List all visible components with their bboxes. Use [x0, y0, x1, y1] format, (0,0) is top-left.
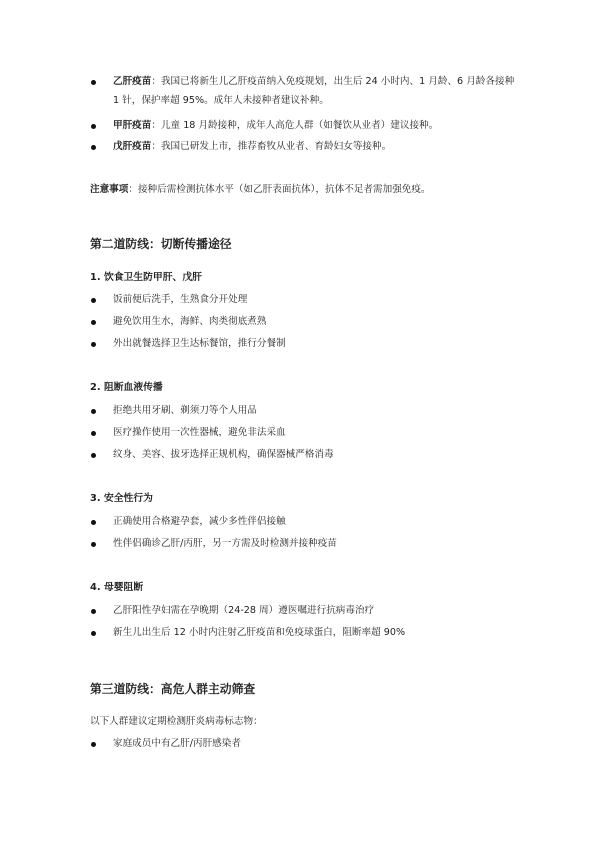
list-item-text — [113, 119, 523, 133]
list-item-text: 新生儿出生后 12 小时内注射乙肝疫苗和免疫球蛋白，阻断率超 90% — [113, 627, 406, 638]
list-item-text — [113, 73, 523, 110]
list-item-text: 饭前便后洗手，生熟食分开处理 — [113, 294, 248, 305]
list-item-text: 医疗操作使用一次性器械，避免非法采血 — [113, 427, 286, 438]
vaccine-name: 甲肝疫苗 — [113, 120, 152, 131]
bullet-icon — [91, 320, 96, 325]
bullet-icon — [91, 742, 96, 747]
section-heading: 第三道防线：高危人群主动筛查 — [90, 682, 256, 696]
note-paragraph — [90, 183, 520, 197]
list-item-text: 拒绝共用牙刷、剃须刀等个人用品 — [113, 405, 257, 416]
subsection-heading: 1. 饮食卫生防甲肝、戊肝 — [90, 272, 202, 283]
subsection-heading: 4. 母婴阻断 — [90, 582, 144, 593]
section-heading: 第二道防线：切断传播途径 — [90, 237, 232, 251]
bullet-icon — [91, 520, 96, 525]
bullet-icon — [91, 80, 96, 85]
vaccine-name: 乙肝疫苗 — [113, 76, 152, 87]
bullet-icon — [91, 609, 96, 614]
bullet-icon — [91, 342, 96, 347]
note-label: 注意事项 — [90, 184, 129, 195]
bullet-icon — [91, 124, 96, 129]
list-item-text: 正确使用合格避孕套，减少多性伴侣接触 — [113, 516, 286, 527]
bullet-icon — [91, 631, 96, 636]
list-item-text: 乙肝阳性孕妇需在孕晚期（24-28 周）遵医嘱进行抗病毒治疗 — [113, 605, 375, 616]
bullet-icon — [91, 145, 96, 150]
vaccine-name: 戊肝疫苗 — [113, 141, 152, 152]
list-item-text: 纹身、美容、拔牙选择正规机构，确保器械严格消毒 — [113, 449, 334, 460]
bullet-icon — [91, 298, 96, 303]
vaccine-desc: ：儿童 18 月龄接种，成年人高危人群（如餐饮从业者）建议接种。 — [151, 120, 439, 131]
list-item-text: 家庭成员中有乙肝/丙肝感染者 — [113, 738, 241, 749]
section-intro: 以下人群建议定期检测肝炎病毒标志物： — [90, 716, 263, 727]
list-item-text: 避免饮用生水，海鲜、肉类彻底煮熟 — [113, 316, 267, 327]
subsection-heading: 2. 阻断血液传播 — [90, 382, 163, 393]
bullet-icon — [91, 409, 96, 414]
vaccine-desc: ：我国已将新生儿乙肝疫苗纳入免疫规划，出生后 24 小时内、1 月龄、6 月龄各接种 1 针，保护率超 95%。成年人未接种者建议补种。 — [113, 76, 515, 106]
bullet-icon — [91, 542, 96, 547]
list-item-text: 性伴侣确诊乙肝/丙肝，另一方需及时检测并接种疫苗 — [113, 538, 337, 549]
note-text: ：接种后需检测抗体水平（如乙肝表面抗体），抗体不足者需加强免疫。 — [128, 184, 431, 195]
subsection-heading: 3. 安全性行为 — [90, 493, 153, 504]
list-item-text — [113, 140, 523, 154]
bullet-icon — [91, 431, 96, 436]
vaccine-desc: ：我国已研发上市，推荐畜牧从业者、育龄妇女等接种。 — [151, 141, 392, 152]
list-item-text: 外出就餐选择卫生达标餐馆，推行分餐制 — [113, 338, 286, 349]
bullet-icon — [91, 453, 96, 458]
list-item — [0, 75, 595, 111]
